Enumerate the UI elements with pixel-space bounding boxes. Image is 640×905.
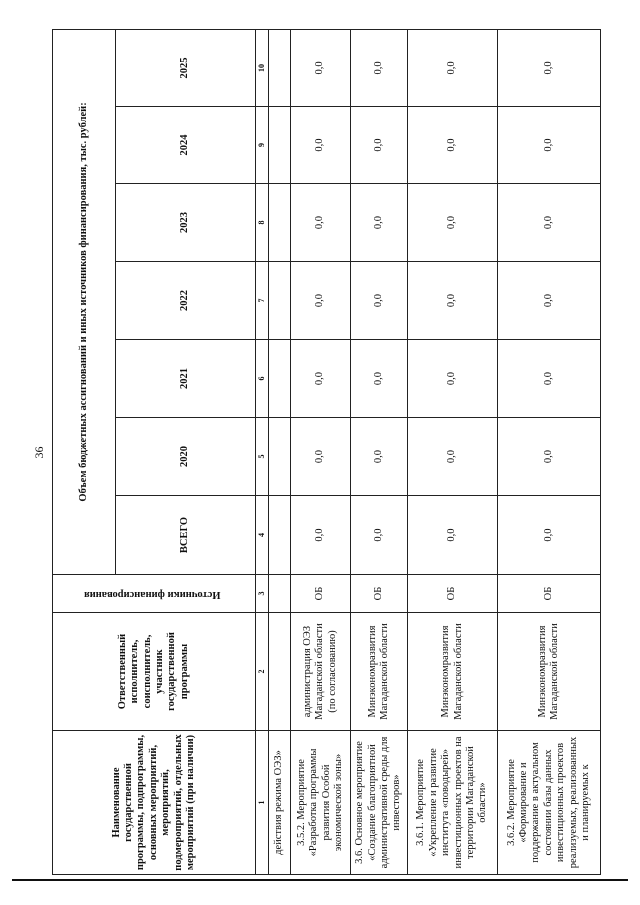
header-source-text: Источники финансирования — [83, 588, 221, 600]
row-value: 0,0 — [408, 262, 498, 340]
row-value: 0,0 — [291, 496, 351, 575]
row-name: 3.6. Основное мероприятие «Создание благоприятной административной среды для инвесторов» — [351, 731, 408, 875]
header-name: Наименование государственной программы, подпрограммы, основных мероприятий, мероприятий, подмероприятий, отдельных мероприятий (при наличии) — [53, 731, 256, 875]
header-executor: Ответственный исполнитель, соисполнитель, участник государственной программы — [53, 613, 256, 731]
row-value: 0,0 — [291, 29, 351, 106]
column-number-row — [256, 29, 269, 874]
table-row — [291, 29, 351, 874]
column-number: 2 — [256, 613, 269, 731]
row-source: ОБ — [351, 575, 408, 613]
row-value: 0,0 — [351, 418, 408, 496]
row-executor: Минэкономразвития Магаданской области — [351, 613, 408, 731]
row-value — [269, 107, 291, 184]
financing-table — [52, 29, 601, 875]
header-group: Объем бюджетных ассигнований и иных источников финансирования, тыс. рублей: — [53, 29, 116, 574]
header-year: 2021 — [116, 340, 256, 418]
row-executor — [269, 613, 291, 731]
column-number: 9 — [256, 107, 269, 184]
row-value: 0,0 — [351, 184, 408, 262]
row-value: 0,0 — [498, 418, 601, 496]
table-row — [408, 29, 498, 874]
row-value: 0,0 — [351, 107, 408, 184]
row-value: 0,0 — [408, 29, 498, 106]
row-value: 0,0 — [291, 418, 351, 496]
row-value: 0,0 — [408, 107, 498, 184]
row-value — [269, 496, 291, 575]
row-value: 0,0 — [408, 418, 498, 496]
row-value — [269, 184, 291, 262]
header-year: 2024 — [116, 107, 256, 184]
header-year: ВСЕГО — [116, 496, 256, 575]
row-name: 3.5.2. Мероприятие «Разработка программы развития Особой экономической зоны» — [291, 731, 351, 875]
column-number: 5 — [256, 418, 269, 496]
row-value: 0,0 — [498, 29, 601, 106]
column-number: 7 — [256, 262, 269, 340]
row-source: ОБ — [498, 575, 601, 613]
column-number: 6 — [256, 340, 269, 418]
row-source: ОБ — [291, 575, 351, 613]
header-year: 2020 — [116, 418, 256, 496]
row-value: 0,0 — [408, 340, 498, 418]
column-number: 1 — [256, 731, 269, 875]
row-name: 3.6.2. Мероприятие «Формирование и поддержание в актуальном состоянии базы данных инвестиционных проектов реализуемых, реализованных и планируемых к — [498, 731, 601, 875]
table-row — [351, 29, 408, 874]
row-value: 0,0 — [498, 496, 601, 575]
bottom-rule — [12, 879, 628, 881]
row-value: 0,0 — [498, 107, 601, 184]
header-year: 2023 — [116, 184, 256, 262]
column-number: 4 — [256, 496, 269, 575]
row-name: 3.6.1. Мероприятие «Укрепление и развитие института «поводырей» инвестиционных проектов на территории Магаданской области» — [408, 731, 498, 875]
row-value: 0,0 — [291, 340, 351, 418]
column-number: 8 — [256, 184, 269, 262]
row-value — [269, 29, 291, 106]
row-source: ОБ — [408, 575, 498, 613]
row-value: 0,0 — [351, 29, 408, 106]
row-executor: Минэкономразвития Магаданской области — [408, 613, 498, 731]
row-value — [269, 340, 291, 418]
header-row-1 — [53, 29, 116, 874]
header-year: 2022 — [116, 262, 256, 340]
row-value — [269, 262, 291, 340]
row-value: 0,0 — [291, 184, 351, 262]
row-value: 0,0 — [498, 340, 601, 418]
row-value: 0,0 — [408, 184, 498, 262]
column-number: 10 — [256, 29, 269, 106]
row-value: 0,0 — [498, 262, 601, 340]
row-executor: администрация ОЭЗ Магаданской области (по согласованию) — [291, 613, 351, 731]
row-executor: Минэкономразвития Магаданской области — [498, 613, 601, 731]
rotated-page — [30, 30, 600, 875]
row-value: 0,0 — [291, 262, 351, 340]
row-value: 0,0 — [351, 262, 408, 340]
row-value: 0,0 — [291, 107, 351, 184]
row-value: 0,0 — [498, 184, 601, 262]
header-year: 2025 — [116, 29, 256, 106]
row-value: 0,0 — [351, 340, 408, 418]
column-number: 3 — [256, 575, 269, 613]
header-source — [53, 575, 256, 613]
page-number: 36 — [32, 446, 46, 459]
row-source — [269, 575, 291, 613]
row-value — [269, 418, 291, 496]
table-row — [498, 29, 601, 874]
table-row — [269, 29, 291, 874]
row-value: 0,0 — [408, 496, 498, 575]
row-name: действия режима ОЭЗ» — [269, 731, 291, 875]
row-value: 0,0 — [351, 496, 408, 575]
